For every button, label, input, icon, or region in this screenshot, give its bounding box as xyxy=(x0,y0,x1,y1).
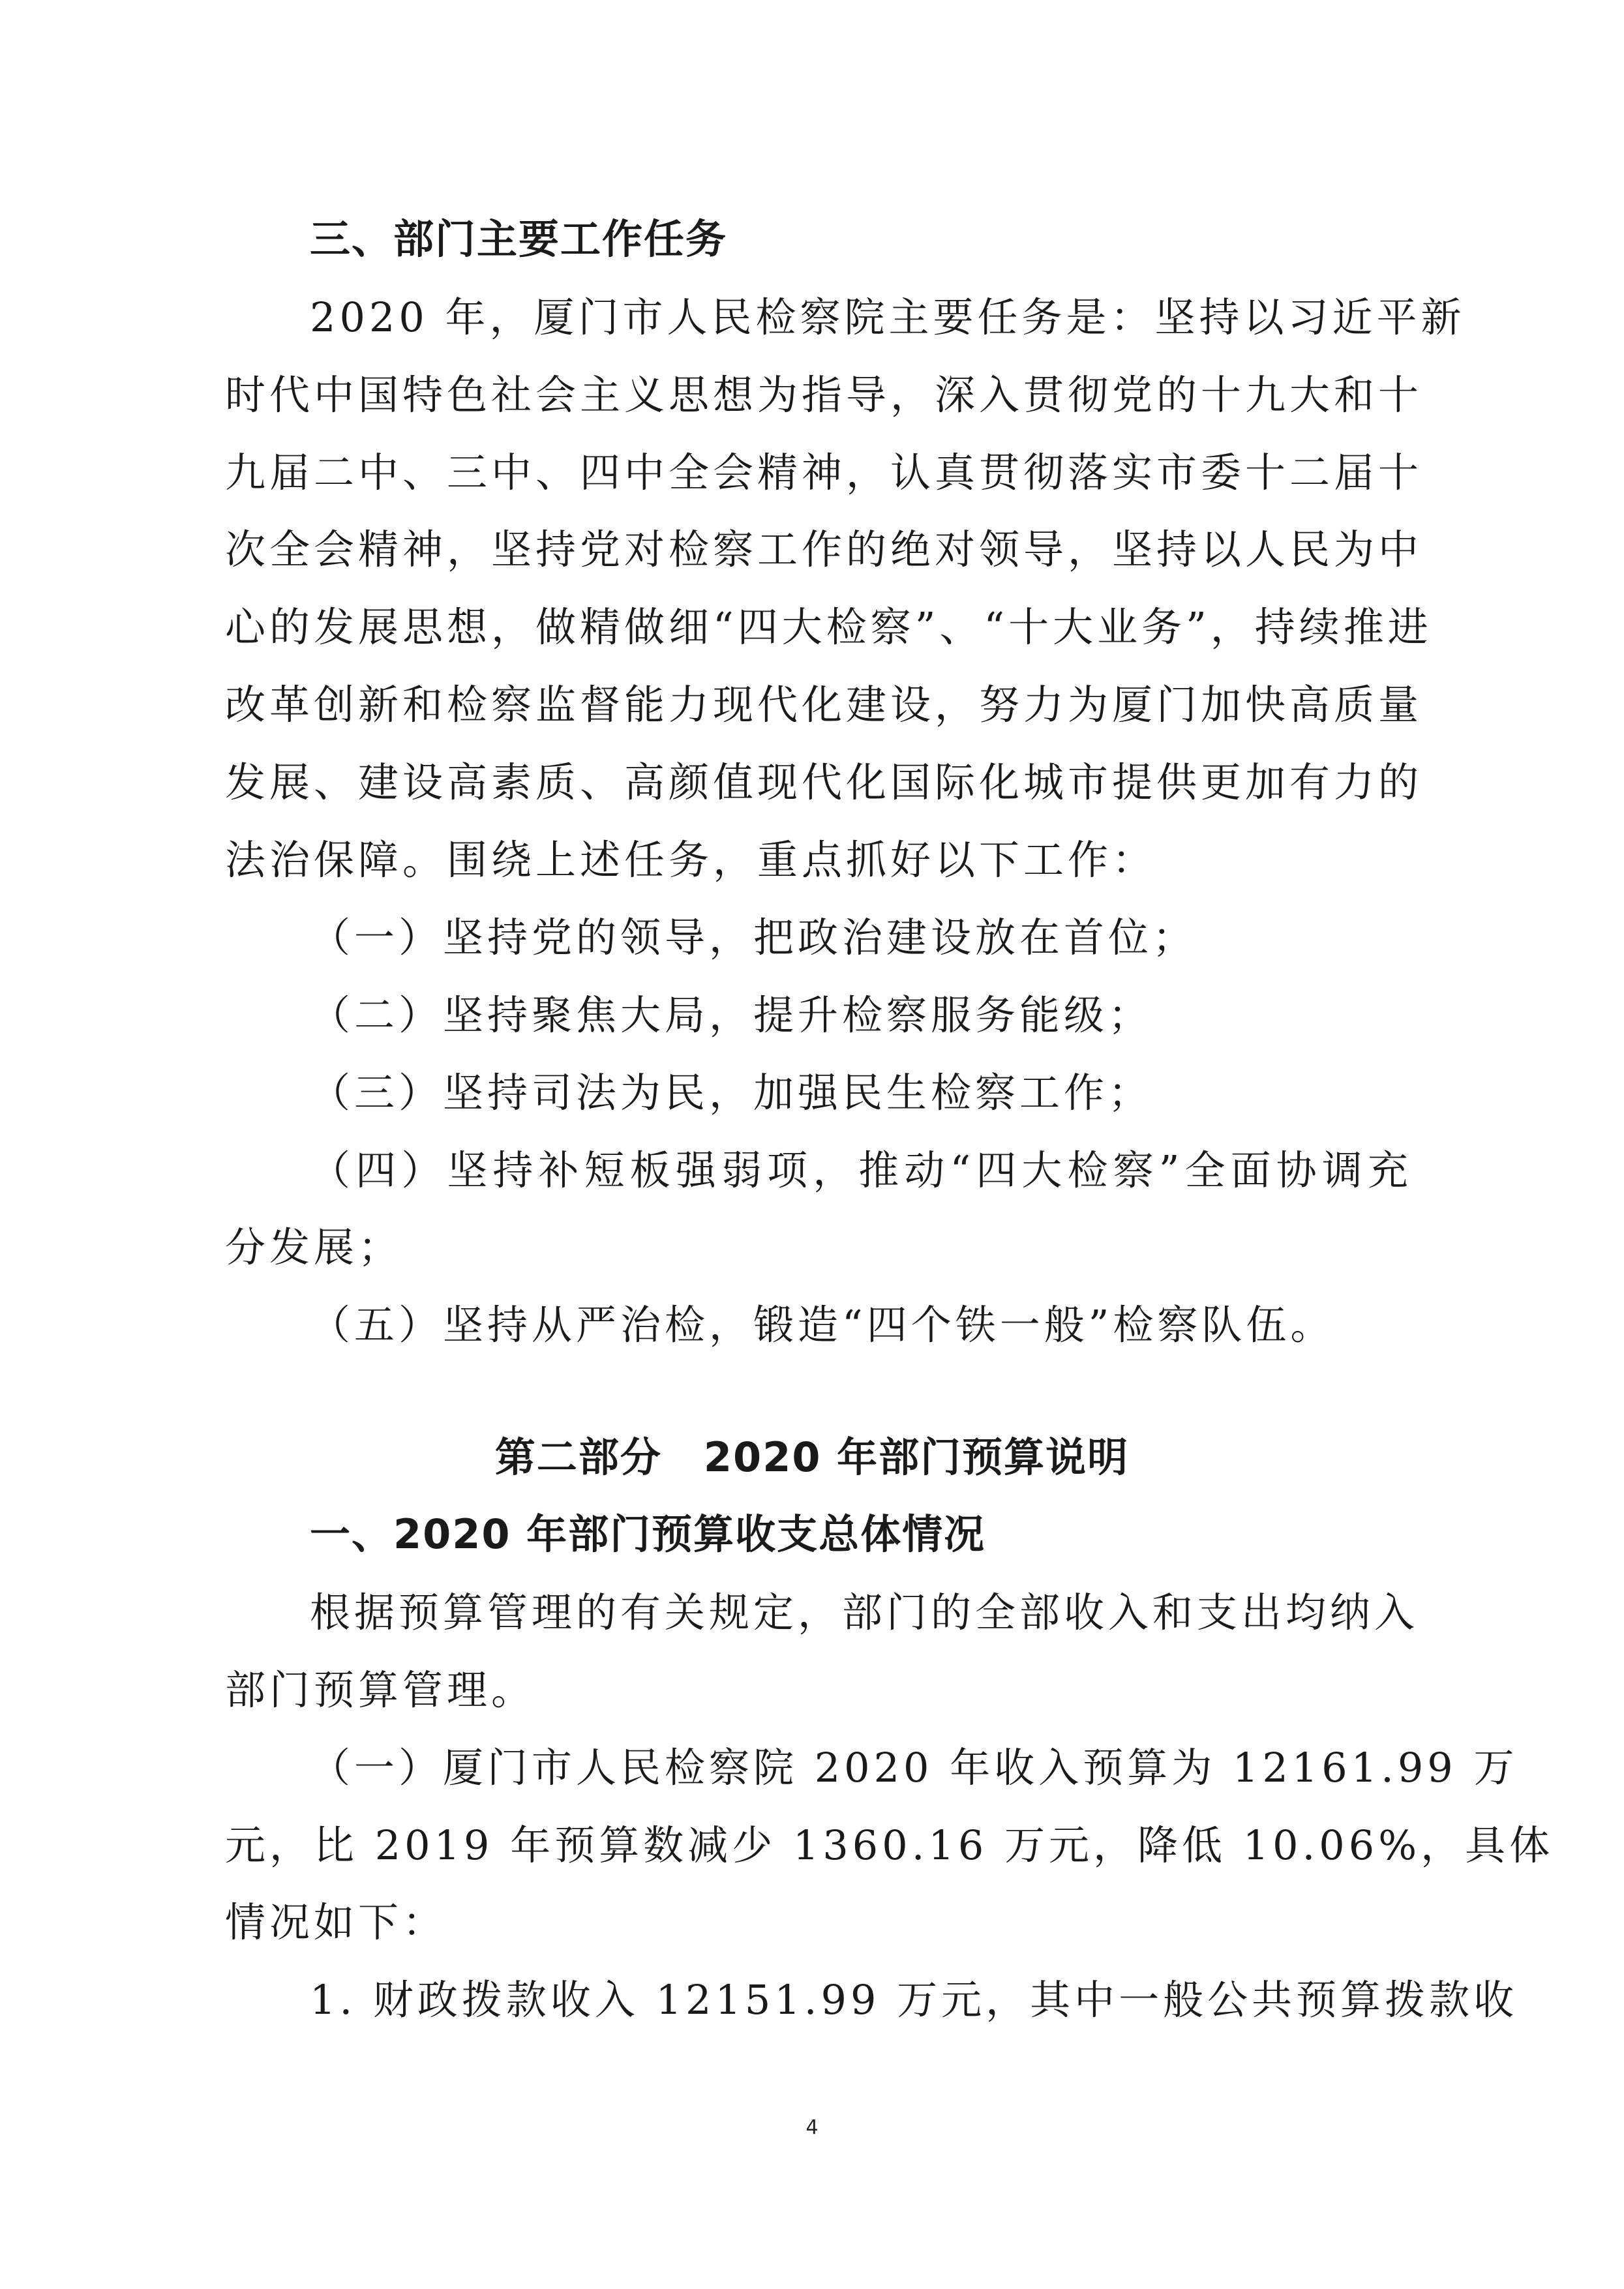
paragraph-line: 改革创新和检察监督能力现代化建设，努力为厦门加快高质量 xyxy=(225,681,1423,728)
paragraph-line: （一）厦门市人民检察院 2020 年收入预算为 12161.99 万 xyxy=(310,1744,1518,1791)
part-title: 第二部分 2020 年部门预算说明 xyxy=(494,1433,1130,1481)
list-item-continuation: 分发展； xyxy=(225,1223,403,1271)
page-number: 4 xyxy=(805,2116,819,2139)
paragraph-line: 1. 财政拨款收入 12151.99 万元，其中一般公共预算拨款收 xyxy=(310,1976,1518,2024)
paragraph-line: 心的发展思想，做精做细“四大检察”、“十大业务”，持续推进 xyxy=(225,603,1432,651)
list-item: （四）坚持补短板强弱项，推动“四大检察”全面协调充 xyxy=(310,1146,1412,1194)
list-item: （二）坚持聚焦大局，提升检察服务能级； xyxy=(310,991,1153,1039)
sub-heading: 一、2020 年部门预算收支总体情况 xyxy=(310,1510,986,1558)
list-item: （一）坚持党的领导，把政治建设放在首位； xyxy=(310,914,1197,961)
paragraph-line: 法治保障。围绕上述任务，重点抓好以下工作： xyxy=(225,836,1157,884)
paragraph-line: 九届二中、三中、四中全会精神，认真贯彻落实市委十二届十 xyxy=(225,449,1423,496)
paragraph-line: 部门预算管理。 xyxy=(225,1666,536,1714)
paragraph-line: 2020 年，厦门市人民检察院主要任务是：坚持以习近平新 xyxy=(310,293,1466,341)
paragraph-line: 元，比 2019 年预算数减少 1360.16 万元，降低 10.06%，具体 xyxy=(225,1821,1554,1869)
paragraph-line: 发展、建设高素质、高颜值现代化国际化城市提供更加有力的 xyxy=(225,758,1423,806)
paragraph-line: 时代中国特色社会主义思想为指导，深入贯彻党的十九大和十 xyxy=(225,371,1423,419)
paragraph-line: 根据预算管理的有关规定，部门的全部收入和支出均纳入 xyxy=(310,1589,1419,1636)
list-item: （五）坚持从严治检，锻造“四个铁一般”检察队伍。 xyxy=(310,1301,1335,1349)
paragraph-line: 情况如下： xyxy=(225,1898,447,1946)
section-heading: 三、部门主要工作任务 xyxy=(310,215,728,263)
paragraph-line: 次全会精神，坚持党对检察工作的绝对领导，坚持以人民为中 xyxy=(225,526,1423,573)
list-item: （三）坚持司法为民，加强民生检察工作； xyxy=(310,1069,1153,1116)
